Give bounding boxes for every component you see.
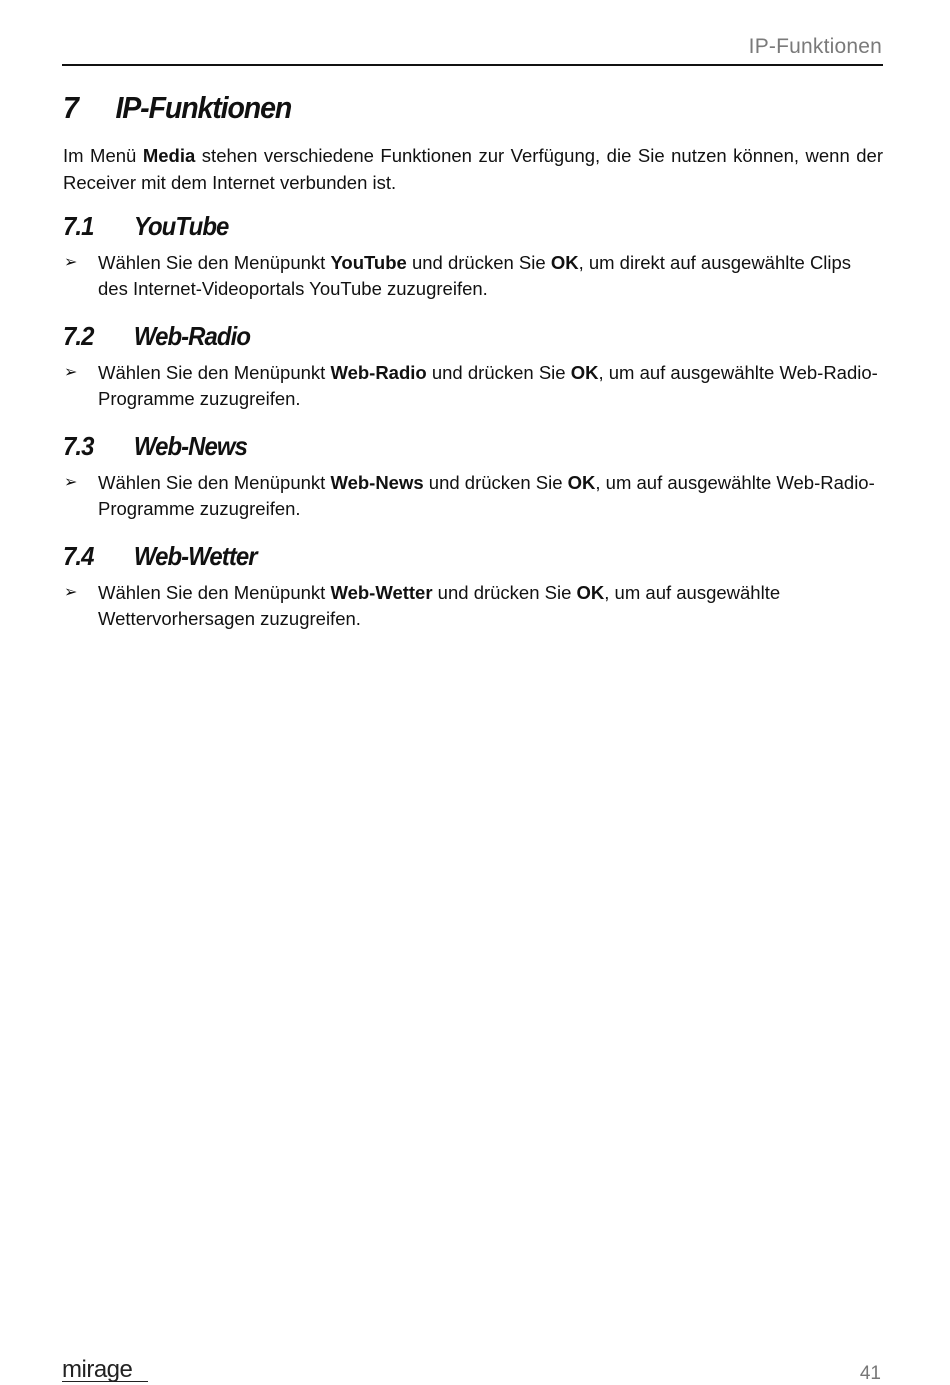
intro-paragraph xyxy=(63,142,883,196)
page-number: 41 xyxy=(859,1363,881,1384)
section-heading-web-news xyxy=(63,428,817,464)
bullet-text: Wählen Sie den Menüpunkt xyxy=(98,472,331,493)
section-heading-web-radio xyxy=(63,318,817,354)
intro-text-1: Im Menü xyxy=(63,145,143,166)
bullet-bold-ok: OK xyxy=(576,582,605,603)
bullet-item-web-news xyxy=(63,470,883,522)
section-number: 7.3 xyxy=(63,431,94,461)
arrowhead-bullet-icon: ➢ xyxy=(64,364,78,381)
section-title: Web-Wetter xyxy=(133,541,257,571)
chapter-number: 7 xyxy=(63,90,78,125)
bullet-text: und drücken Sie xyxy=(432,582,577,603)
header-rule xyxy=(62,64,883,66)
logo-underline xyxy=(62,1381,148,1382)
section-number: 7.1 xyxy=(63,211,94,241)
page-content xyxy=(63,88,883,648)
mirage-logo xyxy=(62,1356,132,1384)
bullet-bold-ok: OK xyxy=(567,472,596,493)
section-heading-youtube xyxy=(63,208,817,244)
bullet-item-web-radio xyxy=(63,360,883,412)
bullet-bold-menu-item: Web-Wetter xyxy=(330,582,433,603)
bullet-bold-ok: OK xyxy=(550,252,579,273)
bullet-text: und drücken Sie xyxy=(423,472,568,493)
section-number: 7.2 xyxy=(63,321,94,351)
bullet-bold-ok: OK xyxy=(570,362,599,383)
chapter-title: IP-Funktionen xyxy=(115,90,292,125)
logo-text: mirage xyxy=(62,1356,133,1383)
intro-text-2: stehen verschiedene Funktionen zur Verfügung, die Sie nutzen können, wenn der Receiver mit dem Internet verbunden ist. xyxy=(63,145,884,193)
section-title: YouTube xyxy=(133,211,229,241)
bullet-text: , um direkt auf ausgewählte Clips des Internet-Videoportals YouTube zuzugreifen. xyxy=(98,252,852,299)
bullet-bold-menu-item: YouTube xyxy=(330,252,407,273)
chapter-heading xyxy=(63,88,817,128)
bullet-text: , um auf ausgewählte Wettervorhersagen zuzugreifen. xyxy=(98,582,781,629)
bullet-bold-menu-item: Web-Radio xyxy=(330,362,427,383)
bullet-text: Wählen Sie den Menüpunkt xyxy=(98,582,331,603)
arrowhead-bullet-icon: ➢ xyxy=(64,584,78,601)
section-number: 7.4 xyxy=(63,541,94,571)
bullet-bold-menu-item: Web-News xyxy=(330,472,424,493)
bullet-text: Wählen Sie den Menüpunkt xyxy=(98,362,331,383)
arrowhead-bullet-icon: ➢ xyxy=(64,474,78,491)
bullet-text: , um auf ausgewählte Web-Radio-Programme zuzugreifen. xyxy=(98,362,878,409)
bullet-text: Wählen Sie den Menüpunkt xyxy=(98,252,331,273)
bullet-item-web-wetter xyxy=(63,580,883,632)
intro-bold-media: Media xyxy=(142,145,196,166)
section-title: Web-News xyxy=(133,431,247,461)
running-header: IP-Funktionen xyxy=(748,35,882,58)
bullet-text: und drücken Sie xyxy=(406,252,551,273)
arrowhead-bullet-icon: ➢ xyxy=(64,254,78,271)
section-heading-web-wetter xyxy=(63,538,817,574)
bullet-item-youtube xyxy=(63,250,883,302)
bullet-text: , um auf ausgewählte Web-Radio-Programme zuzugreifen. xyxy=(98,472,875,519)
bullet-text: und drücken Sie xyxy=(426,362,571,383)
section-title: Web-Radio xyxy=(133,321,251,351)
